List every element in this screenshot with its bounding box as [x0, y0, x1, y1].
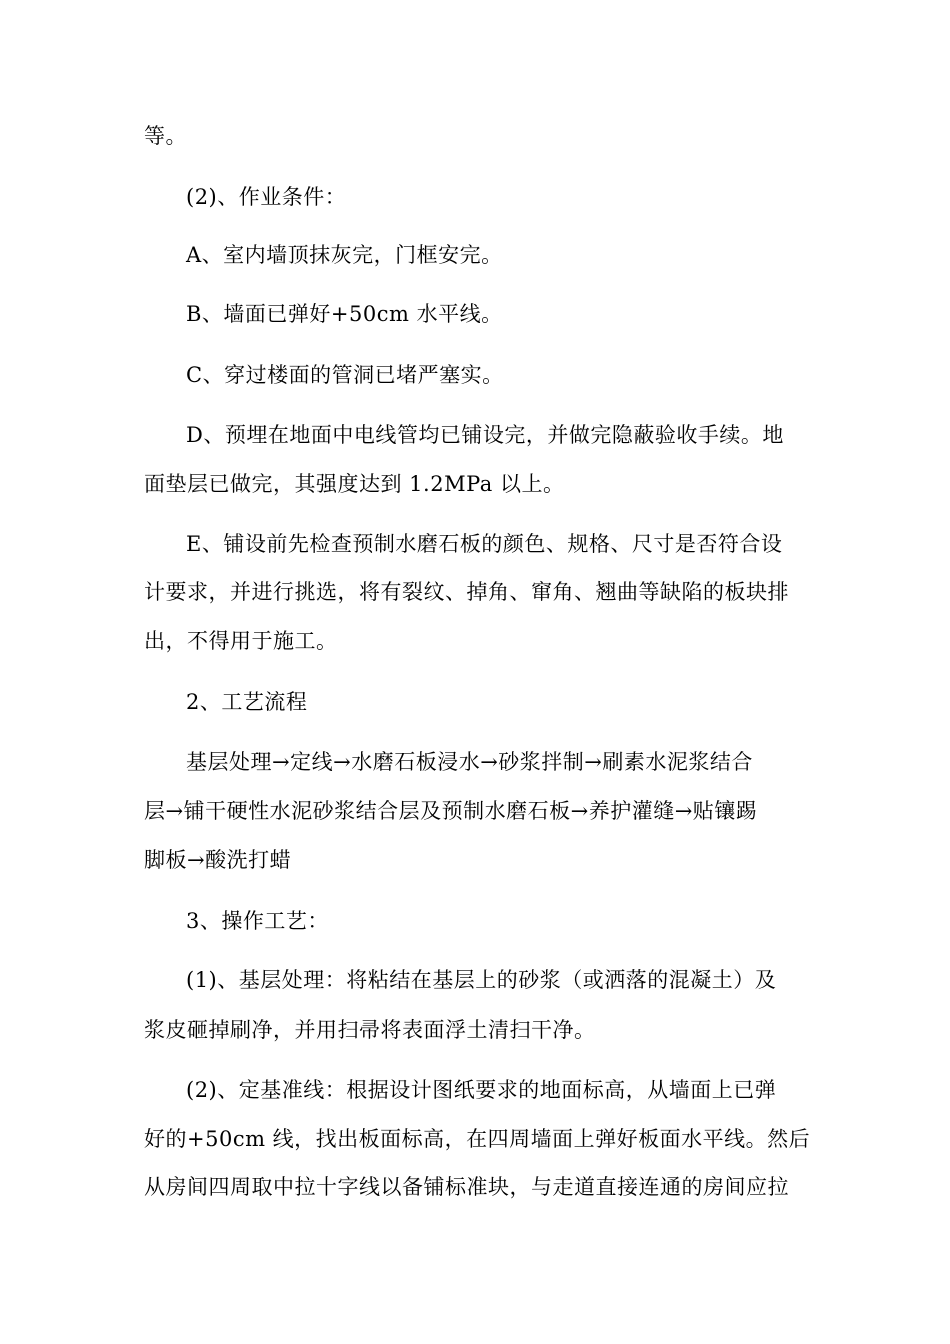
- text-line: 等。: [144, 124, 187, 148]
- paragraph-line: 基层处理→定线→水磨石板浸水→砂浆拌制→刷素水泥浆结合: [186, 750, 753, 774]
- list-item: (2)、定基准线：根据设计图纸要求的地面标高，从墙面上已弹: [186, 1078, 777, 1102]
- text-line: 浆皮砸掉刷净，并用扫帚将表面浮土清扫干净。: [144, 1018, 596, 1042]
- text-line: 从房间四周取中拉十字线以备铺标准块，与走道直接连通的房间应拉: [144, 1175, 789, 1199]
- list-item: D、预埋在地面中电线管均已铺设完，并做完隐蔽验收手续。地: [186, 423, 784, 447]
- list-item: A、室内墙顶抹灰完，门框安完。: [186, 243, 503, 267]
- text-line: 计要求，并进行挑选，将有裂纹、掉角、窜角、翘曲等缺陷的板块排: [144, 580, 789, 604]
- section-heading: 2、工艺流程: [186, 690, 308, 714]
- section-heading: (2)、作业条件：: [186, 185, 347, 209]
- text-line: 好的+50cm 线，找出板面标高，在四周墙面上弹好板面水平线。然后: [144, 1127, 811, 1151]
- text-line: 出，不得用于施工。: [144, 629, 338, 653]
- text-line: 层→铺干硬性水泥砂浆结合层及预制水磨石板→养护灌缝→贴镶踢: [144, 799, 758, 823]
- section-heading: 3、操作工艺：: [186, 909, 329, 933]
- list-item: C、穿过楼面的管洞已堵严塞实。: [186, 363, 504, 387]
- text-line: 脚板→酸洗打蜡: [144, 848, 292, 872]
- list-item: E、铺设前先检查预制水磨石板的颜色、规格、尺寸是否符合设: [186, 532, 783, 556]
- list-item: (1)、基层处理：将粘结在基层上的砂浆（或洒落的混凝土）及: [186, 968, 777, 992]
- list-item: B、墙面已弹好+50cm 水平线。: [186, 302, 503, 326]
- text-line: 面垫层已做完，其强度达到 1.2MPa 以上。: [144, 472, 565, 496]
